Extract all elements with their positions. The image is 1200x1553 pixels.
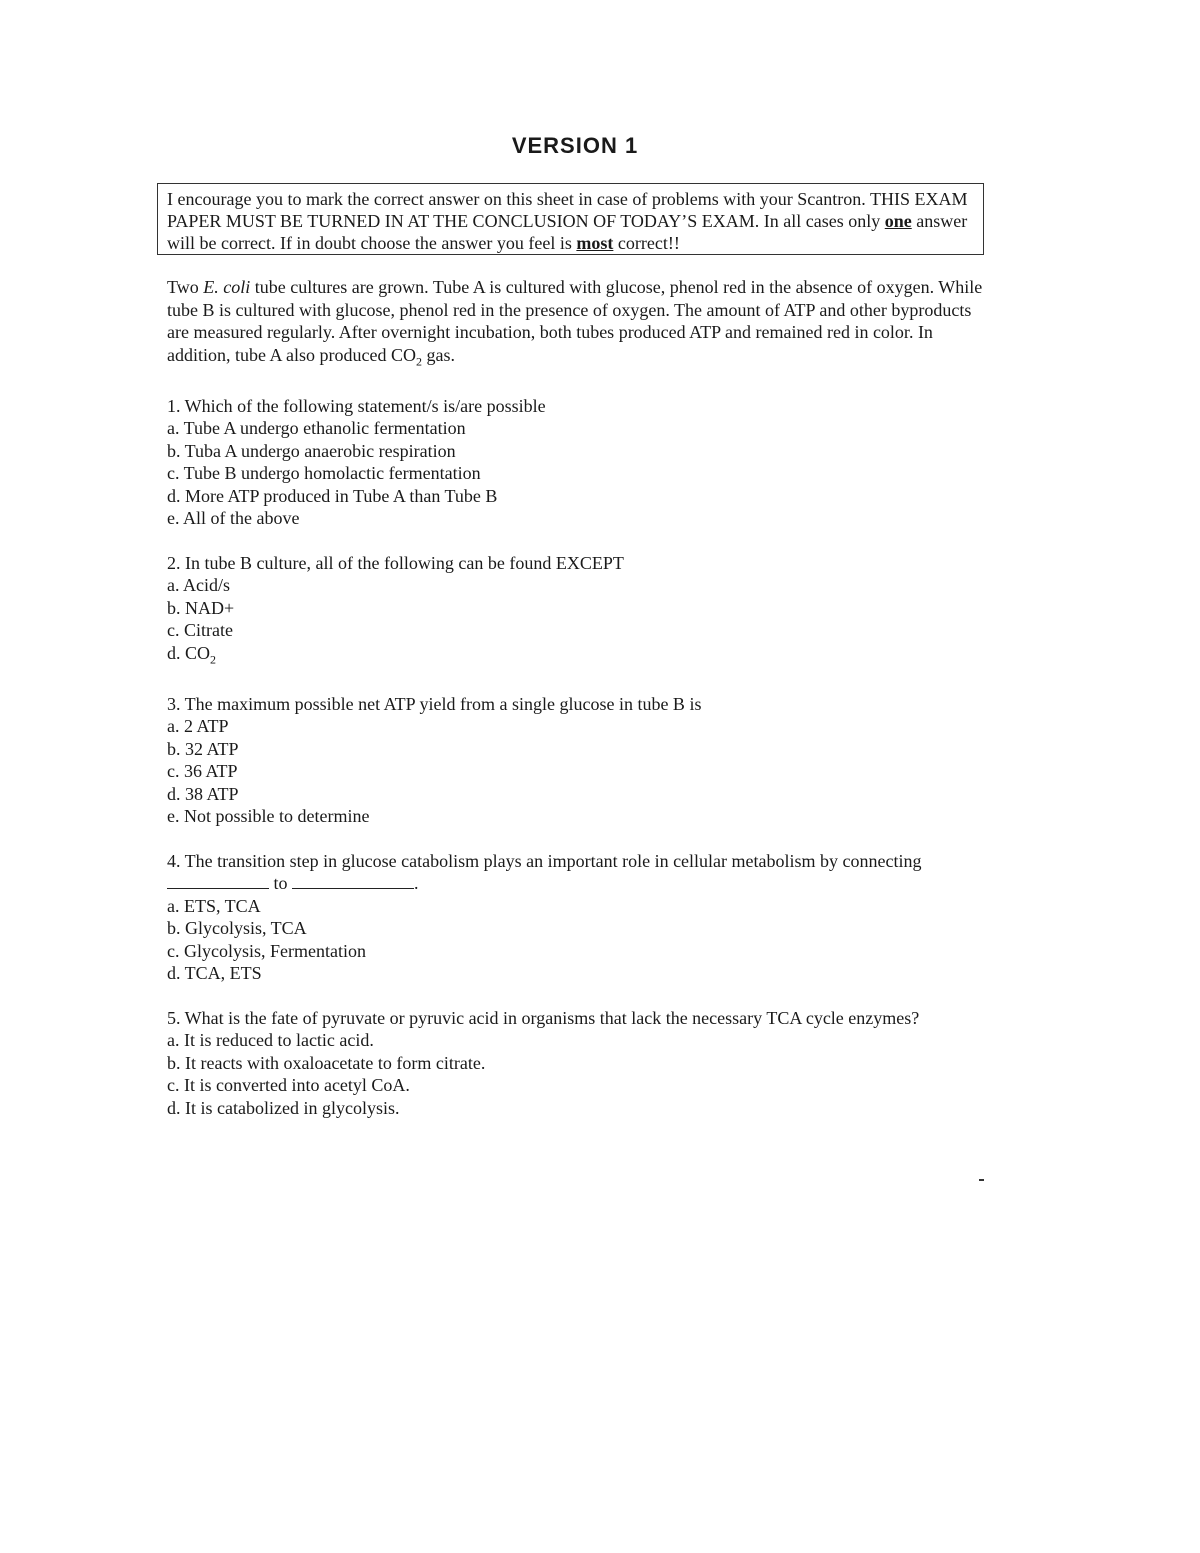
instructions-text-1: I encourage you to mark the correct answer on this sheet in case of problems with your Scantron. THIS EXAM PAPER MUST BE TURNED IN AT THE CONCLUSION OF TODAY’S EXAM. In all cases only [167, 189, 968, 231]
page-title: VERSION 1 [511, 133, 639, 158]
scenario-subscript: 2 [415, 354, 422, 369]
answer-option: b. Glycolysis, TCA [167, 918, 307, 939]
fill-in-blank-line [167, 872, 987, 895]
answer-option: c. It is converted into acetyl CoA. [167, 1075, 410, 1096]
question-stem: 2. In tube B culture, all of the following can be found EXCEPT [167, 552, 624, 573]
question-5 [167, 1007, 987, 1120]
scenario-paragraph [167, 276, 987, 373]
question-3 [167, 693, 987, 828]
answer-option: d. More ATP produced in Tube A than Tube B [167, 485, 498, 506]
answer-option: d. 38 ATP [167, 783, 239, 804]
answer-option: d. It is catabolized in glycolysis. [167, 1097, 400, 1118]
question-stem: 1. Which of the following statement/s is/are possible [167, 395, 546, 416]
blank-end: . [414, 873, 419, 894]
answer-option: b. 32 ATP [167, 738, 239, 759]
answer-option-text: d. CO [167, 642, 211, 663]
answer-option: b. NAD+ [167, 597, 235, 618]
question-stem: 3. The maximum possible net ATP yield from a single glucose in tube B is [167, 693, 702, 714]
answer-option: c. Glycolysis, Fermentation [167, 940, 366, 961]
instructions-text-2: answer will be correct. If in doubt choose the answer you feel is [167, 211, 968, 253]
answer-option: a. Tube A undergo ethanolic fermentation [167, 418, 466, 439]
scenario-end: gas. [421, 344, 455, 365]
blank-2 [292, 874, 414, 889]
scenario-body: tube cultures are grown. Tube A is cultured with glucose, phenol red in the absence of oxygen. While tube B is cultured with glucose, phenol red in the presence of oxygen. The amount of ATP and other byproducts are measured regularly. After overnight incubation, both tubes produced ATP and remained red in color. In addition, tube A also produced CO [167, 277, 983, 365]
blank-1 [167, 874, 269, 889]
answer-option [167, 642, 987, 671]
answer-option: a. Acid/s [167, 575, 230, 596]
instructions-emphasis-most: most [576, 233, 614, 253]
answer-option: e. Not possible to determine [167, 806, 370, 827]
exam-content [167, 276, 987, 1141]
question-stem: 4. The transition step in glucose catabolism plays an important role in cellular metabolism by connecting [167, 850, 922, 871]
answer-option: a. ETS, TCA [167, 895, 261, 916]
answer-option: a. 2 ATP [167, 716, 229, 737]
answer-option-subscript: 2 [210, 652, 217, 667]
question-stem: 5. What is the fate of pyruvate or pyruvic acid in organisms that lack the necessary TCA cycle enzymes? [167, 1007, 920, 1028]
scenario-pre: Two [167, 277, 204, 297]
exam-instructions-box [157, 183, 984, 255]
question-4 [167, 850, 987, 985]
answer-option: a. It is reduced to lactic acid. [167, 1030, 374, 1051]
answer-option: b. It reacts with oxaloacetate to form citrate. [167, 1052, 486, 1073]
answer-option: c. 36 ATP [167, 761, 238, 782]
instructions-text-3: correct!! [613, 233, 680, 253]
answer-option: c. Tube B undergo homolactic fermentation [167, 463, 481, 484]
answer-option: d. TCA, ETS [167, 963, 262, 984]
question-1 [167, 395, 987, 530]
answer-option: e. All of the above [167, 508, 300, 529]
answer-option: b. Tuba A undergo anaerobic respiration [167, 440, 456, 461]
scenario-species: E. coli [203, 277, 251, 297]
answer-option: c. Citrate [167, 620, 233, 641]
instructions-emphasis-one: one [884, 211, 912, 231]
blank-joiner: to [269, 873, 293, 894]
scan-mark [979, 1179, 984, 1181]
question-2 [167, 552, 987, 671]
